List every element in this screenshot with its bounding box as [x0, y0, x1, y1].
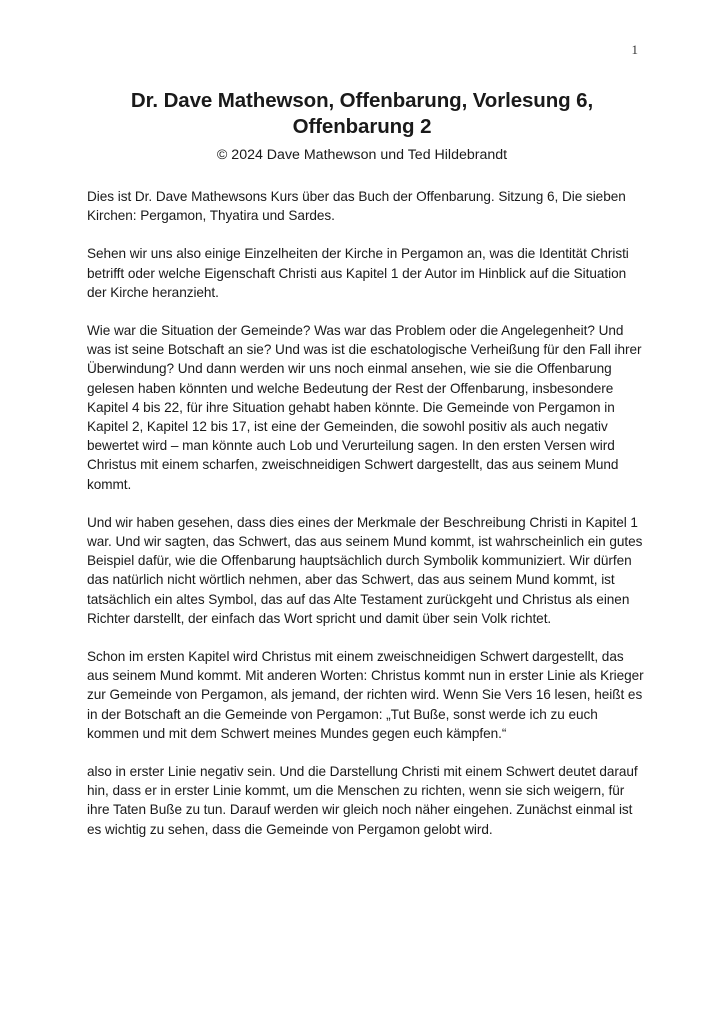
paragraph: Wie war die Situation der Gemeinde? Was war das Problem oder die Angelegenheit? Und was ist seine Botschaft an sie? Und was ist die eschatologische Verheißung für den Fall ihrer Überwindung? Und dann werden wir uns noch einmal ansehen, wie sie die Offenbarung gelesen haben könnten und welche Bedeutung der Rest der Offenbarung, insbesondere Kapitel 4 bis 22, für ihre Situation gehabt haben könnte. Die Gemeinde von Pergamon in Kapitel 2, Kapitel 12 bis 17, ist eine der Gemeinden, die sowohl positiv als auch negativ bewertet wird – man könnte auch Lob und Verurteilung sagen. In den ersten Versen wird Christus mit einem scharfen, zweischneidigen Schwert dargestellt, das aus seinem Mund kommt.: [87, 323, 642, 492]
copyright-line: © 2024 Dave Mathewson und Ted Hildebrandt: [216, 147, 508, 163]
paragraph: Und wir haben gesehen, dass dies eines der Merkmale der Beschreibung Christi in Kapitel 1 war. Und wir sagten, das Schwert, das aus seinem Mund kommt, ist wahrscheinlich ein gutes Beispiel dafür, wie die Offenbarung hauptsächlich durch Symbolik kommuniziert. Wir dürfen das natürlich nicht wörtlich nehmen, aber das Schwert, das aus seinem Mund kommt, ist tatsächlich ein altes Symbol, das auf das Alte Testament zurückgeht und Christus als einen Richter darstellt, der einfach das Wort spricht und damit über sein Volk richtet.: [87, 514, 643, 626]
paragraph: Dies ist Dr. Dave Mathewsons Kurs über das Buch der Offenbarung. Sitzung 6, Die sieben Kirchen: Pergamon, Thyatira und Sardes.: [87, 189, 626, 224]
document-title: Dr. Dave Mathewson, Offenbarung, Vorlesung 6, Offenbarung 2: [130, 89, 594, 138]
page-number: 1: [631, 42, 638, 57]
paragraph: Schon im ersten Kapitel wird Christus mit einem zweischneidigen Schwert dargestellt, das aus seinem Mund kommt. Mit anderen Worten: Christus kommt nun in erster Linie als Krieger zur Gemeinde von Pergamon, als jemand, der richten wird. Wenn Sie Vers 16 lesen, heißt es in der Botschaft an die Gemeinde von Pergamon: „Tut Buße, sonst werde ich zu euch kommen und mit dem Schwert meines Mundes gegen euch kämpfen.“: [87, 649, 644, 741]
document-body: [87, 187, 647, 858]
document-header: [80, 88, 644, 164]
paragraph: also in erster Linie negativ sein. Und die Darstellung Christi mit einem Schwert deutet darauf hin, dass er in erster Linie kommt, um die Menschen zu richten, wenn sie sich weigern, für ihre Taten Buße zu tun. Darauf werden wir gleich noch näher eingehen. Zunächst einmal ist es wichtig zu sehen, dass die Gemeinde von Pergamon gelobt wird.: [87, 764, 638, 837]
paragraph: Sehen wir uns also einige Einzelheiten der Kirche in Pergamon an, was die Identität Christi betrifft oder welche Eigenschaft Christi aus Kapitel 1 der Autor im Hinblick auf die Situation der Kirche heranzieht.: [87, 246, 629, 300]
